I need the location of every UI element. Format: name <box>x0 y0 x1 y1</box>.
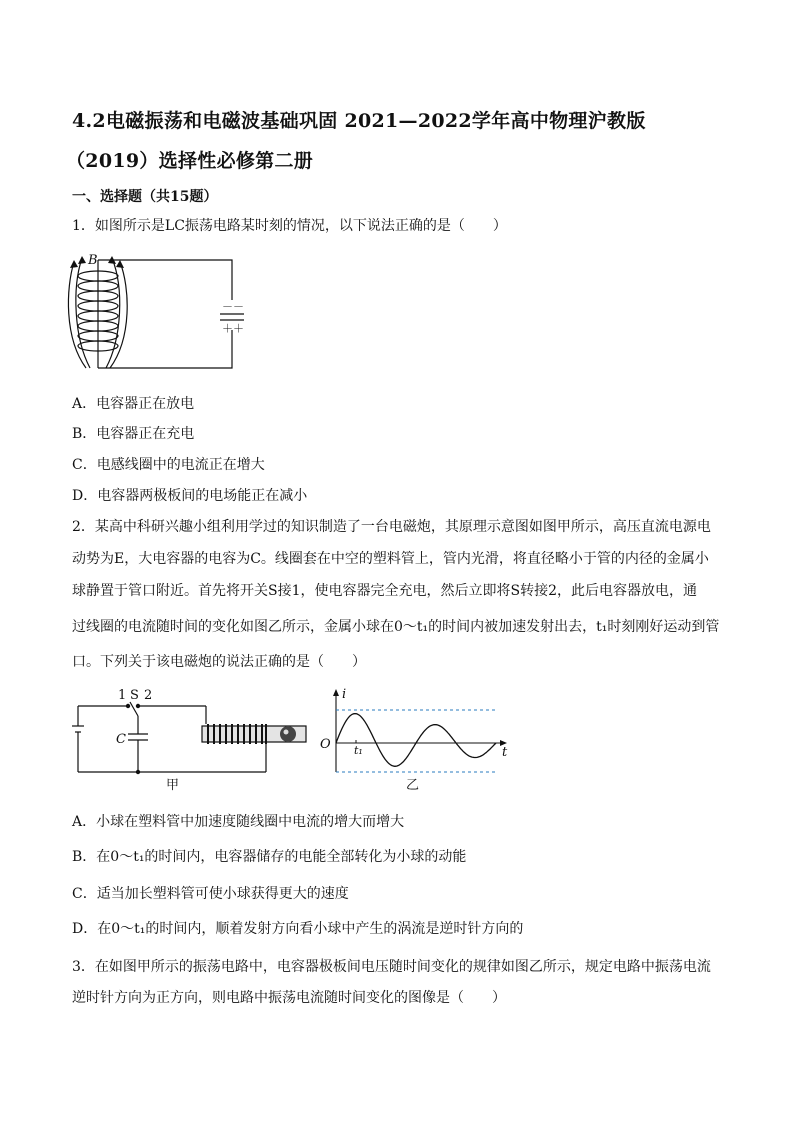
q2-option-b: B．在0～t₁的时间内，电容器储存的电能全部转化为小球的动能 <box>72 849 467 865</box>
q2-stem-line-3: 球静置于管口附近。首先将开关S接1，使电容器完全充电，然后立即将S转接2，此后电容器放电，通 <box>72 583 697 599</box>
q3-stem-line-2: 逆时针方向为正方向，则电路中振荡电流随时间变化的图像是（ ） <box>72 990 506 1006</box>
q1-capacitor-top-charge: －－ <box>222 300 244 313</box>
q2-stem-line-5: 口。下列关于该电磁炮的说法正确的是（ ） <box>72 654 366 670</box>
q2-stem-line-4: 过线圈的电流随时间的变化如图乙所示，金属小球在0～t₁的时间内被加速发射出去，t₁时刻刚好运动到管 <box>72 619 720 635</box>
q2-caption-jia: 甲 <box>166 778 180 793</box>
q2-label-s: S <box>130 688 139 703</box>
q1-label-b: B <box>88 253 98 268</box>
q1-stem: 1．如图所示是LC振荡电路某时刻的情况，以下说法正确的是（ ） <box>72 218 507 234</box>
q1-option-c: C．电感线圈中的电流正在增大 <box>72 457 265 473</box>
q2-option-a: A．小球在塑料管中加速度随线圈中电流的增大而增大 <box>72 814 405 830</box>
q2-label-i: i <box>342 687 347 702</box>
q1-option-a: A．电容器正在放电 <box>72 396 195 412</box>
document-title-line1: 4.2电磁振荡和电磁波基础巩固 2021—2022学年高中物理沪教版 <box>72 110 646 132</box>
q2-caption-yi: 乙 <box>406 778 420 793</box>
q2-figure-jia-circuit <box>68 686 318 794</box>
q2-label-1: 1 <box>118 688 127 703</box>
document-title-line2: （2019）选择性必修第二册 <box>66 150 314 172</box>
q2-label-o: O <box>320 737 331 752</box>
q2-label-2: 2 <box>144 688 153 703</box>
q1-lc-circuit-figure <box>60 248 260 383</box>
q2-label-t: t <box>502 745 508 760</box>
q2-label-t1: t₁ <box>354 744 363 757</box>
q3-stem-line-1: 3．在如图甲所示的振荡电路中，电容器极板间电压随时间变化的规律如图乙所示，规定电路中振荡电流 <box>72 959 711 975</box>
q1-option-d: D．电容器两极板间的电场能正在减小 <box>72 488 308 504</box>
q2-stem-line-1: 2．某高中科研兴趣小组利用学过的知识制造了一台电磁炮，其原理示意图如图甲所示，高压直流电源电 <box>72 519 711 535</box>
q2-stem-line-2: 动势为E，大电容器的电容为C。线圈套在中空的塑料管上，管内光滑，将直径略小于管的内径的金属小 <box>72 551 709 567</box>
q1-capacitor-bottom-charge: ＋＋ <box>222 322 244 335</box>
q2-current-waveform <box>336 714 496 767</box>
q2-option-d: D．在0～t₁的时间内，顺着发射方向看小球中产生的涡流是逆时针方向的 <box>72 921 524 937</box>
q2-label-c: C <box>116 732 126 747</box>
section-heading: 一、选择题（共15题） <box>72 189 218 205</box>
q2-option-c: C．适当加长塑料管可使小球获得更大的速度 <box>72 886 349 902</box>
q2-figure-yi-graph <box>316 686 516 794</box>
q1-option-b: B．电容器正在充电 <box>72 426 195 442</box>
